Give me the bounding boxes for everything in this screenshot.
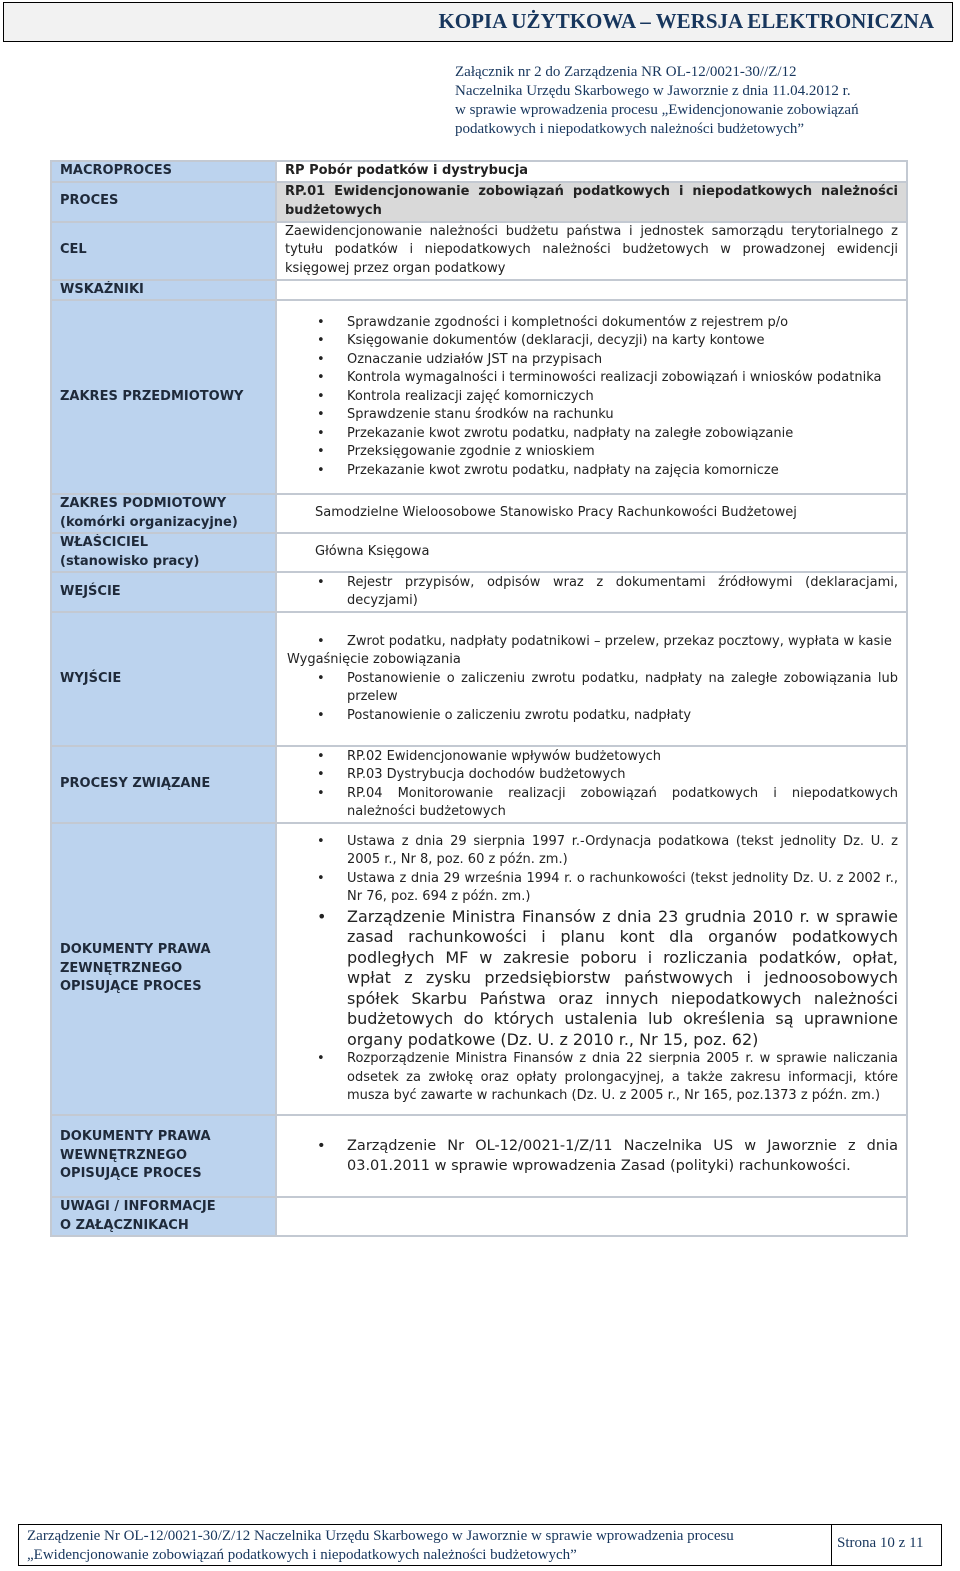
list-item: • Ustawa z dnia 29 sierpnia 1997 r.-Ordynacja podatkowa (tekst jednolity Dz. U. z 2005 r., Nr 8, poz. 60 z późn. zm.): [347, 833, 898, 870]
row-zakres-przedmiotowy: [51, 300, 907, 494]
label-zakres-podmiotowy: [51, 494, 276, 533]
footer-line-2: „Ewidencjonowanie zobowiązań podatkowych i niepodatkowych należności budżetowych”: [27, 1547, 577, 1563]
zakres-przedmiotowy-list: [285, 314, 898, 481]
value-wskazniki: [276, 280, 907, 301]
list-item: • RP.04 Monitorowanie realizacji zobowiązań podatkowych i niepodatkowych należności budżetowych: [347, 785, 898, 822]
list-item: • Kontrola wymagalności i terminowości realizacji zobowiązań i wniosków podatnika: [347, 369, 898, 388]
label-line: WEWNĘTRZNEGO: [60, 1147, 188, 1163]
wejscie-list: [285, 574, 898, 611]
list-item: • Przeksięgowanie zgodnie z wnioskiem: [347, 443, 898, 462]
wyjscie-list-bottom: [285, 670, 898, 726]
label-line: ZEWNĘTRZNEGO: [60, 960, 183, 976]
list-item: • Rozporządzenie Ministra Finansów z dnia 22 sierpnia 2005 r. w sprawie naliczania odsetek za zwłokę oraz opłaty prolongacyjnej, a także zakresu informacji, które musza być zawarte w rachunkach (Dz. U. z 2005 r., Nr 165, poz.1373 z późn. zm.): [347, 1050, 898, 1106]
label-wyjscie: WYJŚCIE: [51, 612, 276, 746]
row-wejscie: [51, 572, 907, 612]
label-wskazniki: WSKAŹNIKI: [51, 280, 276, 301]
row-dokumenty-wewnetrzne: [51, 1115, 907, 1197]
list-item: • Zarządzenie Nr OL-12/0021-1/Z/11 Naczelnika US w Jaworznie z dnia 03.01.2011 w sprawie wprowadzenia Zasad (polityki) rachunkowości.: [347, 1136, 898, 1176]
page-number: Strona 10 z 11: [837, 1535, 924, 1551]
label-dokumenty-zewnetrzne: [51, 823, 276, 1115]
label-proces: PROCES: [51, 182, 276, 222]
label-line: (stanowisko pracy): [60, 553, 200, 569]
value-zakres-podmiotowy: Samodzielne Wieloosobowe Stanowisko Pracy Rachunkowości Budżetowej: [315, 505, 797, 521]
list-item: • RP.03 Dystrybucja dochodów budżetowych: [347, 766, 898, 785]
list-item: • Postanowienie o zaliczeniu zwrotu podatku, nadpłaty na zaległe zobowiązania lub przelew: [347, 670, 898, 707]
list-item: • Oznaczanie udziałów JST na przypisach: [347, 351, 898, 370]
value-uwagi: [276, 1197, 907, 1236]
label-line: OPISUJĄCE PROCES: [60, 1166, 202, 1182]
label-line: (komórki organizacyjne): [60, 514, 238, 530]
row-procesy-zwiazane: [51, 746, 907, 823]
page-footer: [18, 1524, 942, 1566]
value-macroproces: RP Pobór podatków i dystrybucja: [276, 161, 907, 182]
dokumenty-zewnetrzne-list: [285, 833, 898, 1106]
list-item: • Przekazanie kwot zwrotu podatku, nadpłaty na zajęcia komornicze: [347, 462, 898, 481]
row-uwagi: [51, 1197, 907, 1236]
footer-text: [27, 1527, 817, 1565]
footer-divider: [831, 1525, 832, 1565]
row-proces: [51, 182, 907, 222]
row-dokumenty-zewnetrzne: [51, 823, 907, 1115]
value-proces: RP.01 Ewidencjonowanie zobowiązań podatkowych i niepodatkowych należności budżetowych: [276, 182, 907, 222]
list-item: • Księgowanie dokumentów (deklaracji, decyzji) na karty kontowe: [347, 332, 898, 351]
annex-header: [455, 63, 935, 139]
footer-line-1: Zarządzenie Nr OL-12/0021-30/Z/12 Naczelnika Urzędu Skarbowego w Jaworznie w sprawie wprowadzenia procesu: [27, 1528, 734, 1544]
value-wlasciciel: Główna Księgowa: [315, 544, 430, 560]
label-line: DOKUMENTY PRAWA: [60, 1129, 211, 1145]
procesy-zwiazane-list: [285, 748, 898, 822]
dokumenty-wewnetrzne-list: [285, 1136, 898, 1176]
label-line: OPISUJĄCE PROCES: [60, 979, 202, 995]
label-macroproces: MACROPROCES: [51, 161, 276, 182]
wyjscie-subheading: Wygaśnięcie zobowiązania: [287, 652, 461, 668]
row-cel: [51, 222, 907, 280]
list-item: • Przekazanie kwot zwrotu podatku, nadpłaty na zaległe zobowiązanie: [347, 425, 898, 444]
wyjscie-list-top: [285, 633, 898, 652]
label-line: DOKUMENTY PRAWA: [60, 942, 211, 958]
row-zakres-podmiotowy: [51, 494, 907, 533]
process-card-table: [50, 160, 908, 1237]
annex-line-2: Naczelnika Urzędu Skarbowego w Jaworznie z dnia 11.04.2012 r.: [455, 83, 851, 99]
label-line: ZAKRES PODMIOTOWY: [60, 496, 227, 511]
label-wejscie: WEJŚCIE: [51, 572, 276, 612]
label-dokumenty-wewnetrzne: [51, 1115, 276, 1197]
list-item: • Zarządzenie Ministra Finansów z dnia 23 grudnia 2010 r. w sprawie zasad rachunkowości i planu kont dla organów podatkowych podległych MF w zakresie poboru i rozliczania podatków, opłat, wpłat z zysku przedsiębiorstw państwowych i jednoosobowych spółek Skarbu Państwa oraz innych niepodatkowych należności budżetowych do których ustalenia lub określenia są uprawnione organy podatkowe (Dz. U. z 2010 r., Nr 15, poz. 62): [347, 907, 898, 1051]
list-item: • Sprawdzanie zgodności i kompletności dokumentów z rejestrem p/o: [347, 314, 898, 333]
label-cel: CEL: [51, 222, 276, 280]
annex-line-4: podatkowych i niepodatkowych należności budżetowych”: [455, 121, 805, 137]
list-item: • Sprawdzenie stanu środków na rachunku: [347, 406, 898, 425]
label-wlasciciel: [51, 533, 276, 572]
annex-line-1: Załącznik nr 2 do Zarządzenia NR OL-12/0021-30//Z/12: [455, 64, 797, 80]
copy-banner: [3, 2, 953, 42]
label-uwagi: [51, 1197, 276, 1236]
list-item: • Postanowienie o zaliczeniu zwrotu podatku, nadpłaty: [347, 707, 898, 726]
list-item: • Rejestr przypisów, odpisów wraz z dokumentami źródłowymi (deklaracjami, decyzjami): [347, 574, 898, 611]
list-item: • Ustawa z dnia 29 września 1994 r. o rachunkowości (tekst jednolity Dz. U. z 2002 r., Nr 76, poz. 694 z późn. zm.): [347, 870, 898, 907]
row-wlasciciel: [51, 533, 907, 572]
label-line: WŁAŚCICIEL: [60, 535, 149, 550]
annex-line-3: w sprawie wprowadzenia procesu „Ewidencjonowanie zobowiązań: [455, 102, 859, 118]
label-procesy-zwiazane: PROCESY ZWIĄZANE: [51, 746, 276, 823]
row-macroproces: [51, 161, 907, 182]
label-zakres-przedmiotowy: ZAKRES PRZEDMIOTOWY: [51, 300, 276, 494]
row-wyjscie: [51, 612, 907, 746]
label-line: O ZAŁĄCZNIKACH: [60, 1217, 189, 1233]
label-line: UWAGI / INFORMACJE: [60, 1199, 216, 1214]
list-item: • RP.02 Ewidencjonowanie wpływów budżetowych: [347, 748, 898, 767]
list-item: • Kontrola realizacji zajęć komorniczych: [347, 388, 898, 407]
banner-title: KOPIA UŻYTKOWA – WERSJA ELEKTRONICZNA: [438, 9, 934, 33]
row-wskazniki: [51, 280, 907, 301]
value-cel: Zaewidencjonowanie należności budżetu państwa i jednostek samorządu terytorialnego z tytułu podatków i niepodatkowych należności budżetowych w prowadzonej ewidencji księgowej przez organ podatkowy: [276, 222, 907, 280]
list-item: • Zwrot podatku, nadpłaty podatnikowi – przelew, przekaz pocztowy, wypłata w kasie: [347, 633, 898, 652]
